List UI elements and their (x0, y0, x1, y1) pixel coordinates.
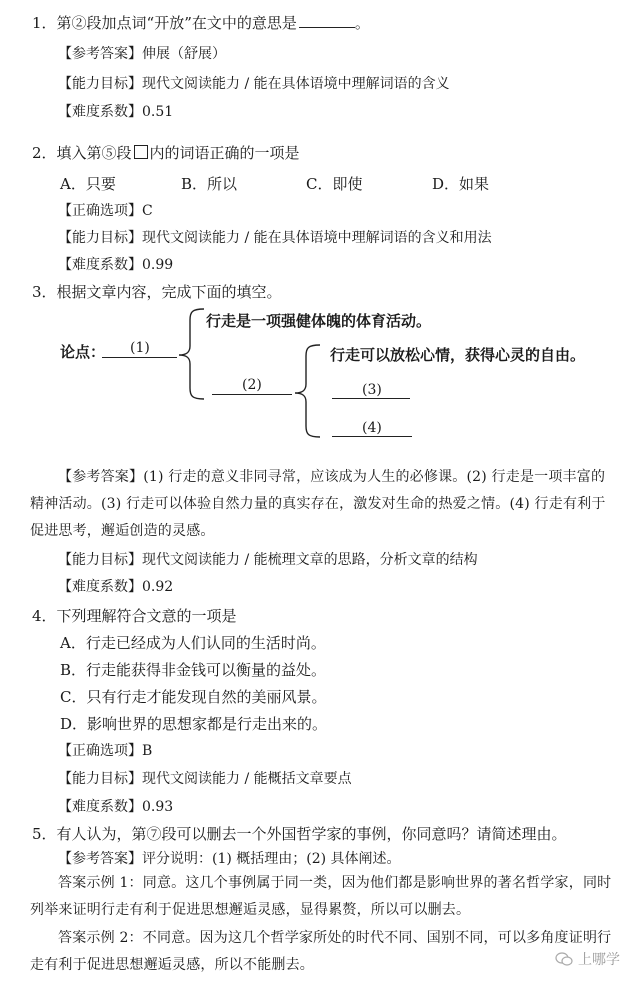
q1-answer: 【参考答案】伸展（舒展） (58, 46, 226, 62)
q2-ability: 【能力目标】现代文阅读能力 / 能在具体语境中理解词语的含义和用法 (58, 230, 492, 246)
diagram-blank1-line (102, 357, 177, 358)
diagram-blank2-label: (2) (242, 377, 262, 393)
q2-option-a: A．只要 (60, 175, 116, 193)
q4-option-d: D．影响世界的思想家都是行走出来的。 (60, 715, 328, 733)
q2-option-c: C．即使 (306, 175, 363, 193)
diagram-brace-sub (292, 342, 322, 440)
diagram-sub-text: 行走可以放松心情，获得心灵的自由。 (330, 346, 586, 364)
q2-stem-b: 内的词语正确的一项是 (149, 144, 300, 162)
q1-ability: 【能力目标】现代文阅读能力 / 能在具体语境中理解词语的含义 (58, 76, 450, 92)
q1-stem-text: 1．第②段加点词“开放”在文中的意思是 (32, 14, 297, 32)
q2-option-b: B．所以 (181, 175, 238, 193)
q1-difficulty: 【难度系数】0.51 (58, 104, 174, 120)
q3-ability: 【能力目标】现代文阅读能力 / 能梳理文章的思路，分析文章的结构 (58, 552, 478, 568)
q5-example2: 答案示例 2：不同意。因为这几个哲学家所处的时代不同、国别不同，可以多角度证明行走有利于促进思想邂逅灵感，所以不能删去。 (30, 930, 612, 973)
q5-stem: 5．有人认为，第⑦段可以删去一个外国哲学家的事例，你同意吗？请简述理由。 (32, 825, 567, 843)
diagram-label: 论点： (60, 343, 106, 361)
q4-difficulty: 【难度系数】0.93 (58, 799, 174, 815)
q2-blank-box (134, 145, 148, 159)
q4-ability: 【能力目标】现代文阅读能力 / 能概括文章要点 (58, 771, 352, 787)
q4-option-a: A．行走已经成为人们认同的生活时尚。 (60, 634, 326, 652)
q3-answer: 【参考答案】(1) 行走的意义非同寻常，应该成为人生的必修课。(2) 行走是一项丰富的精神活动。(3) 行走可以体验自然力量的真实存在，激发对生命的热爱之情。(4) 行走有利于促进思考，邂逅创造的灵感。 (30, 469, 606, 539)
diagram-blank4-line (332, 436, 412, 437)
q3-difficulty: 【难度系数】0.92 (58, 579, 174, 595)
q2-stem (32, 142, 300, 163)
q4-answer: 【正确选项】B (58, 743, 153, 759)
diagram-top-text: 行走是一项强健体魄的体育活动。 (206, 312, 432, 330)
diagram-blank3-line (332, 398, 410, 399)
q2-answer: 【正确选项】C (58, 203, 153, 219)
diagram-blank2-line (212, 394, 292, 395)
diagram-brace-main (176, 306, 206, 402)
q2-difficulty: 【难度系数】0.99 (58, 257, 174, 273)
q2-option-d: D．如果 (432, 175, 490, 193)
q4-stem: 4．下列理解符合文意的一项是 (32, 607, 237, 625)
diagram-blank3-label: (3) (362, 382, 382, 398)
q4-option-c: C．只有行走才能发现自然的美丽风景。 (60, 688, 327, 706)
q1-answer-blank (299, 14, 355, 28)
diagram-blank4-label: (4) (362, 420, 382, 436)
watermark-text: 上哪学 (578, 952, 620, 968)
q4-option-b: B．行走能获得非金钱可以衡量的益处。 (60, 661, 327, 679)
diagram-blank1-label: (1) (130, 340, 150, 356)
wechat-icon (555, 952, 573, 967)
q1-stem (32, 12, 370, 33)
q3-stem: 3．根据文章内容，完成下面的填空。 (32, 283, 282, 301)
q2-stem-a: 2．填入第⑤段 (32, 144, 132, 162)
q5-answer: 【参考答案】评分说明：(1) 概括理由；(2) 具体阐述。 (58, 851, 401, 867)
q5-example1: 答案示例 1：同意。这几个事例属于同一类，因为他们都是影响世界的著名哲学家，同时列举来证明行走有利于促进思想邂逅灵感，显得累赘，所以可以删去。 (30, 875, 612, 918)
watermark (555, 949, 620, 969)
q1-stem-end: 。 (354, 14, 370, 32)
